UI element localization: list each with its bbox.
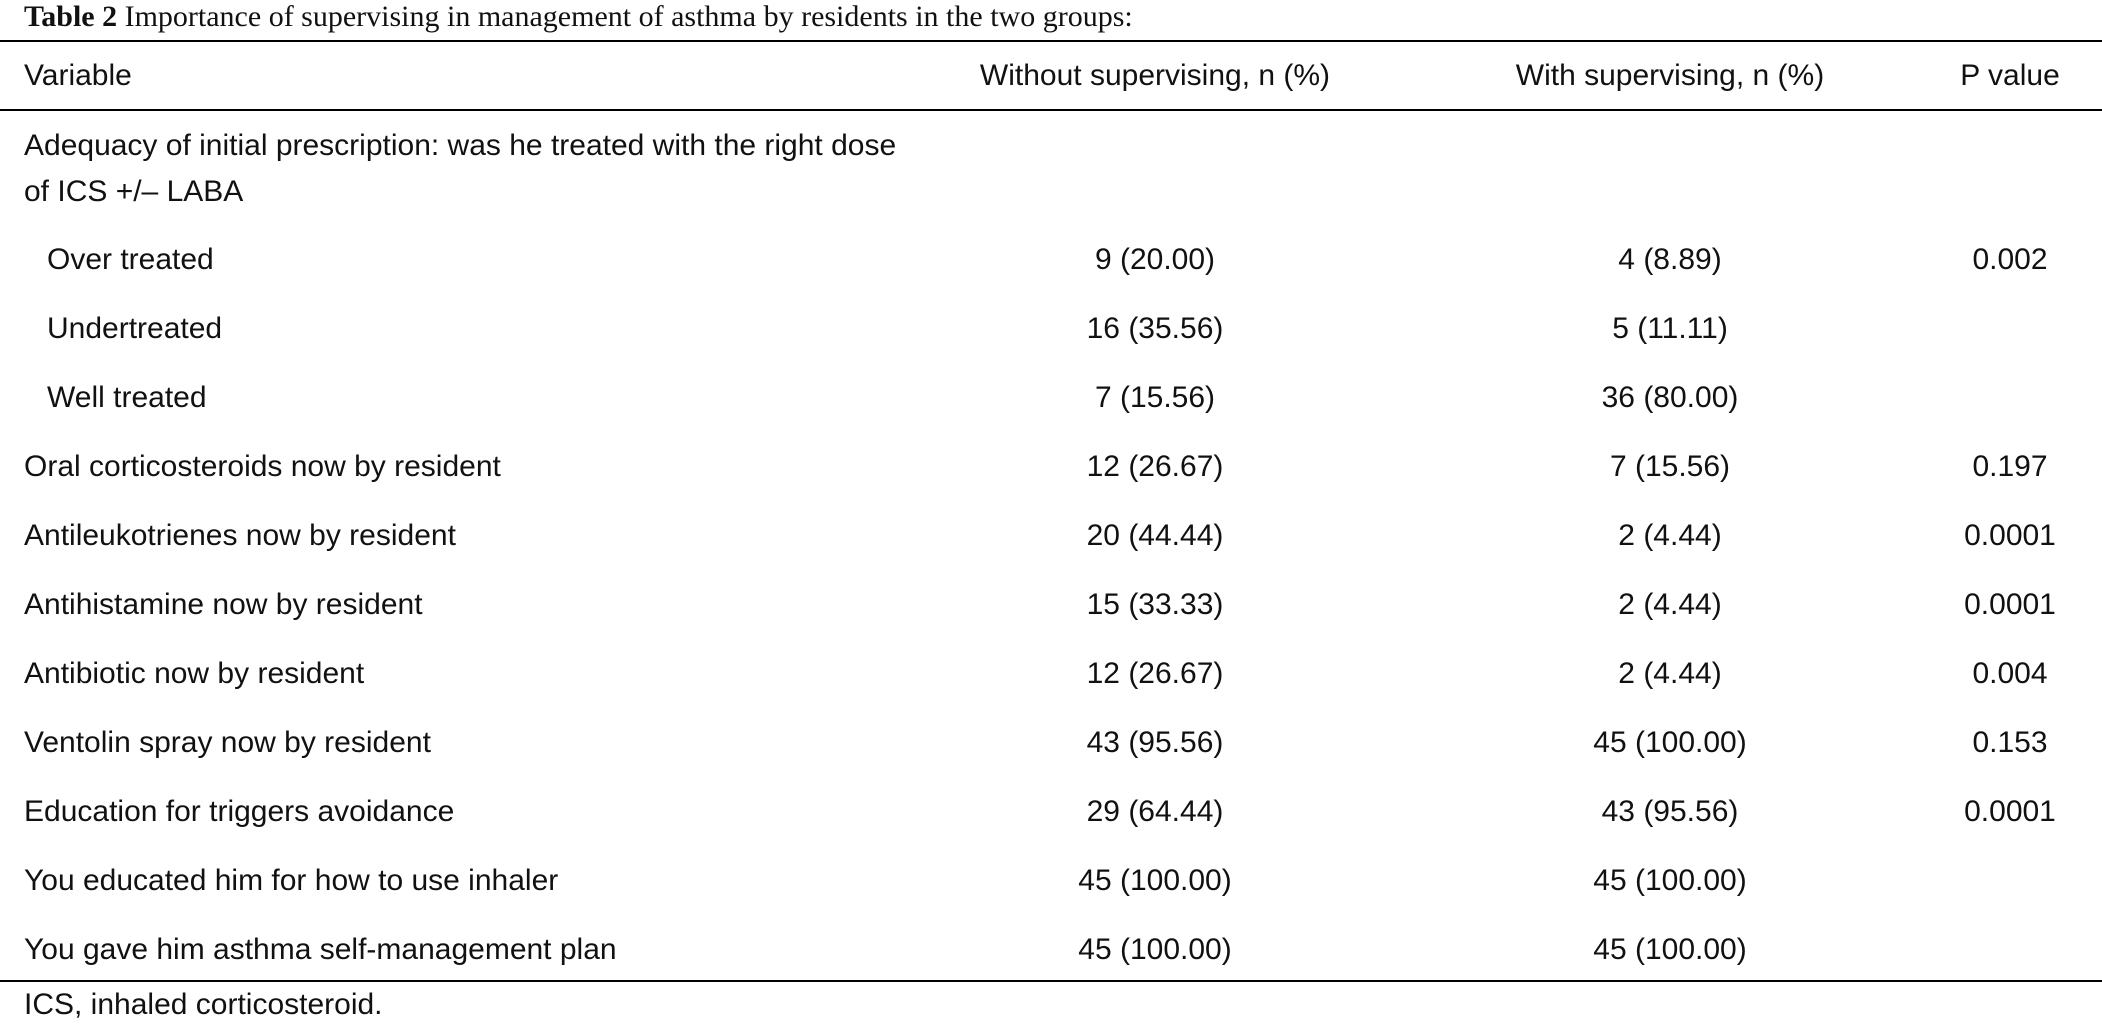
cell-with-supervising: 45 (100.00) [1593, 933, 1747, 966]
cell-with-supervising: 45 (100.00) [1593, 726, 1747, 759]
table-caption-text: Importance of supervising in management of asthma by residents in the two groups: [124, 0, 1133, 33]
cell-variable: Antihistamine now by resident [24, 588, 423, 621]
table-caption-label: Table 2 [24, 0, 118, 33]
cell-p-value: 0.153 [1972, 726, 2048, 759]
cell-without-supervising: 15 (33.33) [1086, 588, 1224, 621]
table-bottom-rule [0, 980, 2102, 982]
table-body [0, 111, 2102, 980]
cell-variable: You gave him asthma self-management plan [24, 933, 617, 966]
cell-without-supervising: 9 (20.00) [1094, 243, 1216, 276]
table-header-row [0, 42, 2102, 109]
cell-variable: Over treated [47, 243, 214, 276]
cell-p-value: 0.0001 [1964, 519, 2056, 552]
table-row [0, 294, 2102, 363]
cell-without-supervising: 43 (95.56) [1086, 726, 1224, 759]
cell-without-supervising: 29 (64.44) [1086, 795, 1224, 828]
row-group-heading: Adequacy of initial prescription: was he treated with the right dose of ICS +/– LABA [24, 129, 897, 208]
cell-p-value: 0.004 [1972, 657, 2048, 690]
cell-with-supervising: 4 (8.89) [1618, 243, 1722, 276]
cell-with-supervising: 2 (4.44) [1618, 588, 1722, 621]
table-row [0, 639, 2102, 708]
cell-variable: Ventolin spray now by resident [24, 726, 431, 759]
cell-p-value: 0.002 [1972, 243, 2048, 276]
cell-p-value: 0.0001 [1964, 795, 2056, 828]
cell-with-supervising: 2 (4.44) [1618, 657, 1722, 690]
cell-variable: Undertreated [47, 312, 223, 345]
table-row [0, 777, 2102, 846]
table-footnote: ICS, inhaled corticosteroid. [24, 988, 383, 1021]
table-row [0, 570, 2102, 639]
cell-without-supervising: 12 (26.67) [1086, 450, 1224, 483]
cell-with-supervising: 36 (80.00) [1601, 381, 1739, 414]
cell-p-value: 0.0001 [1964, 588, 2056, 621]
table-row [0, 225, 2102, 294]
column-header-p-value: P value [1960, 59, 2060, 92]
cell-variable: Oral corticosteroids now by resident [24, 450, 501, 483]
cell-variable: Well treated [47, 381, 207, 414]
cell-with-supervising: 5 (11.11) [1612, 312, 1728, 345]
cell-without-supervising: 45 (100.00) [1078, 864, 1232, 897]
cell-without-supervising: 20 (44.44) [1086, 519, 1224, 552]
table-row [0, 432, 2102, 501]
table-row [0, 708, 2102, 777]
cell-without-supervising: 7 (15.56) [1094, 381, 1216, 414]
cell-without-supervising: 12 (26.67) [1086, 657, 1224, 690]
table-row [0, 363, 2102, 432]
cell-variable: Education for triggers avoidance [24, 795, 455, 828]
column-header-without-supervising: Without supervising, n (%) [979, 59, 1331, 92]
cell-with-supervising: 43 (95.56) [1601, 795, 1739, 828]
cell-with-supervising: 7 (15.56) [1609, 450, 1731, 483]
cell-with-supervising: 2 (4.44) [1618, 519, 1722, 552]
table-row [0, 501, 2102, 570]
cell-with-supervising: 45 (100.00) [1593, 864, 1747, 897]
table-row [0, 846, 2102, 915]
cell-variable: Antileukotrienes now by resident [24, 519, 456, 552]
cell-without-supervising: 45 (100.00) [1078, 933, 1232, 966]
cell-without-supervising: 16 (35.56) [1086, 312, 1224, 345]
column-header-with-supervising: With supervising, n (%) [1515, 59, 1825, 92]
cell-p-value: 0.197 [1972, 450, 2048, 483]
cell-variable: You educated him for how to use inhaler [24, 864, 559, 897]
table-caption [24, 0, 1133, 40]
cell-variable: Antibiotic now by resident [24, 657, 365, 690]
table-row [0, 915, 2102, 984]
column-header-variable: Variable [24, 59, 132, 92]
